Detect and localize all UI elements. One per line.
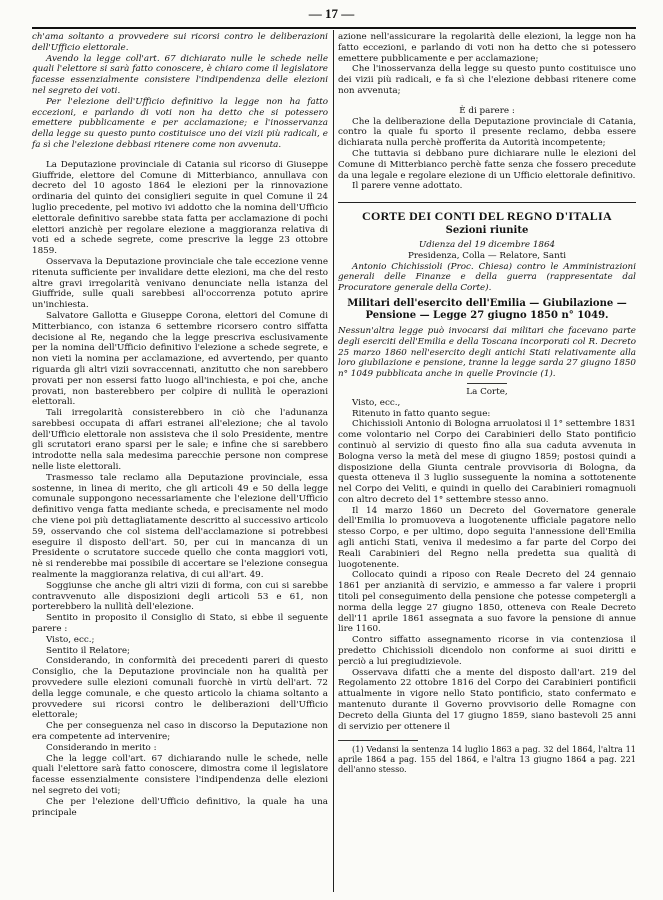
facts-paragraph: Collocato quindi a riposo con Reale Decreto del 24 gennaio 1861 per anzianità di servizio, e ammesso a far valere i proprii titoli pel conseguimento della pensione che potesse competergli a norma della legge 27 giugno 1850, otteneva con Reale Decreto dell'11 aprile 1861 assegnata a suo favore la pensione di annue lire 1160. bbox=[338, 570, 636, 635]
visto-line: Visto, ecc., bbox=[352, 397, 401, 408]
facts-paragraph: Contro siffatto assegnamento ricorse in via contenziosa il predetto Chichissioli dicendolo non conforme ai suoi diritti e perciò a lui pregiudizievole. bbox=[338, 635, 636, 667]
court-title: CORTE DEI CONTI DEL REGNO D'ITALIA bbox=[338, 202, 636, 224]
body-paragraph: Salvatore Gallotta e Giuseppe Corona, elettori del Comune di Mitterbianco, con istanza 6 settembre ricorsero contro siffatta decisione al Re, negando che la legge prescriva esclusivamente per la nomina dell'Ufficio definitivo l'elezione a schede segrete, e non vieti la nomina per acclamazione, ed avvertendo, per quanto riguarda gli altri vizii sovraccennati, anzitutto che non sarebbero provati per non essersi fatto luogo all'inchiesta, e poi che, anche provati, non basterebbero per colpire di nullità le operazioni elettorali. bbox=[32, 310, 328, 408]
maxim: Nessun'altra legge può invocarsi dai militari che facevano parte degli eserciti dell'Emilia e della Toscana incorporati col R. Decreto 25 marzo 1860 nell'esercito degli antichi Stati relativamente alla loro giubilazione e pensione, tranne la legge sarda 27 giugno 1850 n° 1049 pubblicata anche in quelle Provincie (1). bbox=[338, 325, 636, 380]
body-paragraph: Considerando, in conformità dei precedenti pareri di questo Consiglio, che la Deputazione provinciale non ha qualità per provvedere sulle elezioni comunali fuorchè in virtù dell'art. 72 della legge comunale, e che questo articolo la chiama soltanto a provvedere sui ricorsi contro le deliberazioni dell'Ufficio elettorale; bbox=[32, 656, 328, 721]
maxim-paragraph: Per l'elezione dell'Ufficio definitivo la legge non ha fatto eccezioni, e parlando di voti non ha detto che si potessero emettere pubblicamente e per acclamazione; e l'inosservanza della legge su questo punto costituisce uno dei vizii più radicali, e fa sì che l'elezione debbasi ritenere come non avvenuta. bbox=[32, 96, 328, 150]
body-paragraph: Che per l'elezione dell'Ufficio definitivo, la quale ha una principale bbox=[32, 796, 328, 818]
la-corte: La Corte, bbox=[466, 386, 508, 397]
parties-line: Antonio Chichissioli (Proc. Chiesa) contro le Amministrazioni generali delle Finanze e della guerra (rappresentate dal Procuratore generale della Corte). bbox=[338, 261, 636, 294]
left-column bbox=[32, 32, 328, 818]
ritenuto-line: Ritenuto in fatto quanto segue: bbox=[352, 408, 491, 419]
parere-heading: È di parere : bbox=[459, 105, 515, 116]
sezioni-heading: Sezioni riunite bbox=[445, 225, 529, 237]
footnote: (1) Vedansi la sentenza 14 luglio 1863 a pag. 32 del 1864, l'altra 11 aprile 1864 a pag. 155 del 1864, e l'altra 13 giugno 1864 a pag. 221 dell'anno stesso. bbox=[338, 744, 636, 775]
body-paragraph: Osservava la Deputazione provinciale che tale eccezione venne ritenuta sufficiente per invalidare dette elezioni, ma che del resto altre gravi irregolarità venivano denunciate nella istanza del Giuffride, sulle quali sarebbesi all'occorrenza potuto aprire un'inchiesta. bbox=[32, 256, 328, 311]
header-rule bbox=[32, 27, 636, 29]
body-paragraph: La Deputazione provinciale di Catania sul ricorso di Giuseppe Giuffride, elettore del Comune di Mitterbianco, annullava con decreto del 10 agosto 1864 le elezioni per la rinnovazione ordinaria del quinto dei consiglieri seguite in quel Comune il 24 luglio precedente, pel motivo ivi addotto che la nomina dell'Ufficio elettorale definitivo sarebbe stata fatta per acclamazione di pochi elettori anzichè per regolare elezione a maggioranza relativa di voti ed a schede segrete, come prescrive la legge 23 ottobre 1859. bbox=[32, 159, 328, 257]
body-paragraph: Che la legge coll'art. 67 dichiarando nulle le schede, nelle quali l'elettore sarà fatto conoscere, dimostra come il legislatore facesse essenzialmente consistere l'indipendenza delle elezioni nel segreto dei voti; bbox=[32, 753, 328, 796]
adopted-line: Il parere venne adottato. bbox=[352, 181, 463, 192]
footnote-rule bbox=[338, 740, 418, 741]
udienza-line: Udienza del 19 dicembre 1864 bbox=[418, 239, 556, 250]
visto-line: Visto, ecc.; bbox=[46, 634, 95, 645]
right-column bbox=[338, 32, 636, 774]
page-number: — 17 — bbox=[308, 6, 355, 21]
presidenza-line: Presidenza, Colla — Relatore, Santi bbox=[407, 250, 567, 261]
body-paragraph: Tali irregolarità consisterebbero in ciò che l'adunanza sarebbesi occupata di affari estranei all'elezione; che al tavolo dell'Ufficio elettorale non assisteva che il solo Presidente, mentre gli scrutatori erano sparsi per le sale; e infine che si sarebbero introdotte nella sala medesima parecchie persone non comprese nelle liste elettorali. bbox=[32, 408, 328, 473]
maxim-continuation: ch'ama soltanto a provvedere sui ricorsi contro le deliberazioni dell'Ufficio elettorale. bbox=[32, 32, 328, 53]
parere-paragraph: Che la deliberazione della Deputazione provinciale di Catania, contro la quale fu sporto il presente reclamo, debba essere dichiarata nulla perchè profferita da Autorità incompetente; bbox=[338, 116, 636, 149]
section-rule bbox=[467, 383, 507, 384]
facts-paragraph: Il 14 marzo 1860 un Decreto del Governatore generale dell'Emilia lo promuoveva a luogotenente ufficiale pagatore nello stesso Corpo, e per ultimo, dopo seguita l'annessione dell'Emilia agli antichi Stati, veniva il medesimo a far parte del Corpo dei Reali Carabinieri del Regno nella predetta sua qualità di luogotenente. bbox=[338, 505, 636, 570]
facts-paragraph: Osservava difatti che a mente del disposto dall'art. 219 del Regolamento 22 ottobre 1816 del Corpo dei Carabinieri pontificii attualmente in vigore nello Stato pontificio, stato confermato e mantenuto durante il Governo provvisorio delle Romagne con Decreto della Giunta del 17 giugno 1859, siano bastevoli 25 anni di servizio per ottenere il bbox=[338, 667, 636, 732]
body-paragraph: Che l'inosservanza della legge su questo punto costituisce uno dei vizii più radicali, e fa sì che l'elezione debbasi ritenere come non avvenuta; bbox=[338, 64, 636, 96]
maxim-paragraph: Avendo la legge coll'art. 67 dichiarato nulle le schede nelle quali l'elettore si sarà fatto conoscere, è chiaro come il legislatore facesse essenzialmente consistere l'indipendenza delle elezioni nel segreto dei voti. bbox=[32, 53, 328, 96]
column-divider bbox=[333, 30, 334, 892]
considerando-merito: Considerando in merito : bbox=[46, 742, 157, 753]
parere-paragraph: Che tuttavia si debbano pure dichiarare nulle le elezioni del Comune di Mitterbianco perchè fatte senza che fossero precedute da una legale e regolare elezione di un Ufficio elettorale definitivo. bbox=[338, 148, 636, 181]
subject-heading: Militari dell'esercito dell'Emilia — Giubilazione — Pensione — Legge 27 giugno 1850 n° 1049. bbox=[347, 297, 627, 321]
body-paragraph: Trasmesso tale reclamo alla Deputazione provinciale, essa sostenne, in linea di merito, che gli articoli 49 e 50 della legge comunale suppongono necessariamente che l'elezione dell'Ufficio definitivo venga fatta mediante scheda, e precisamente nel modo che viene poi più dettagliatamente descritto al successivo articolo 59, osservando che col sistema dell'acclamazione si potrebbesi eseguire il disposto dell'art. 50, per cui in mancanza di un Presidente o scrutatore succede quello che conta maggiori voti, nè si renderebbe mai possibile di accertare se l'elezione consegua realmente la maggioranza relativa, di cui all'art. 49. bbox=[32, 472, 328, 581]
sentito-line: Sentito il Relatore; bbox=[46, 645, 130, 656]
body-paragraph: Soggiunse che anche gli altri vizii di forma, con cui si sarebbe contravvenuto alle disposizioni degli articoli 53 e 61, non porterebbero la nullità dell'elezione. bbox=[32, 580, 328, 613]
body-paragraph: Che per conseguenza nel caso in discorso la Deputazione non era competente ad intervenire; bbox=[32, 721, 328, 742]
facts-paragraph: Chichissioli Antonio di Bologna arruolatosi il 1° settembre 1831 come volontario nel Corpo dei Carabinieri dello Stato pontificio continuò al servizio di questo fino alla sua caduta avvenuta in Bologna verso la metà del mese di giugno 1859; postosi quindi a disposizione della Giunta centrale provvisoria di Bologna, da questa otteneva il 3 luglio susseguente la nomina a sottotenente nel Corpo dei Veliti, e quindi in quello dei Carabinieri romagnuoli con altro decreto del 1° settembre stesso anno. bbox=[338, 419, 636, 505]
body-paragraph: azione nell'assicurare la regolarità delle elezioni, la legge non ha fatto eccezioni, e parlando di voti non ha detto che si potessero emettere pubblicamente e per acclamazione; bbox=[338, 32, 636, 64]
body-paragraph: Sentito in proposito il Consiglio di Stato, si ebbe il seguente parere : bbox=[32, 613, 328, 635]
